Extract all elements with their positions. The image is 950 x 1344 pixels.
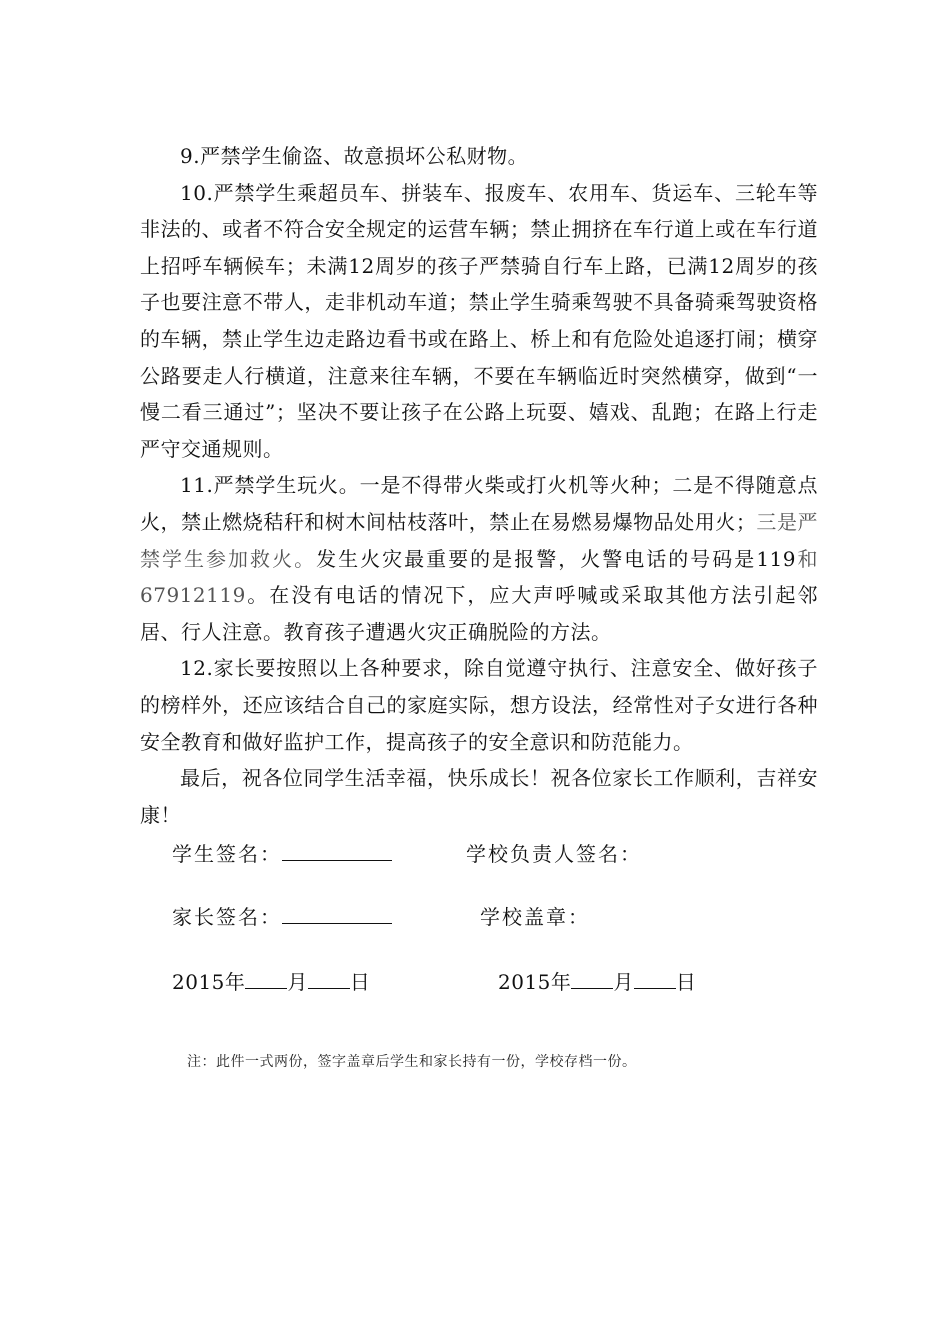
date-right-month: 月: [613, 970, 634, 994]
date-left-day: 日: [349, 970, 371, 994]
student-signature: [172, 838, 392, 867]
date-left-month: 月: [287, 970, 308, 994]
agreement-body: [140, 138, 818, 833]
signature-row-1: [0, 838, 950, 874]
school-head-signature-label: 学校负责人签名：: [466, 842, 642, 866]
date-right: [498, 966, 696, 995]
parent-signature-line[interactable]: [282, 905, 392, 924]
clause-11-and: 和: [796, 546, 819, 571]
school-seal-label: 学校盖章：: [480, 905, 590, 929]
fire-number-119: 119: [756, 546, 796, 571]
clause-11-part-c: 发生火灾最重要的是报警，火警电话的号码是: [316, 546, 757, 571]
clause-11-part-b: 三是严禁学生参加救火。: [140, 509, 818, 571]
clause-11-part-a: 11.严禁学生玩火。一是不得带火柴或打火机等火种；二是不得随意点火，禁止燃烧秸秆和树木间枯枝落叶，禁止在易燃易爆物品处用火；: [140, 473, 818, 534]
date-right-year: 2015年: [498, 970, 572, 994]
closing-wishes: 最后，祝各位同学生活幸福，快乐成长！祝各位家长工作顺利，吉祥安康！: [140, 766, 818, 827]
date-right-month-line[interactable]: [571, 970, 613, 989]
date-right-day: 日: [675, 970, 697, 994]
parent-signature-label: 家长签名：: [172, 905, 282, 929]
date-left-day-line[interactable]: [308, 970, 350, 989]
clause-11-part-g: 。在没有电话的情况下，应大声呼喊或采取其他方法引起邻居、行人注意。教育孩子遭遇火灾正确脱险的方法。: [140, 583, 818, 644]
clause-12: 12.家长要按照以上各种要求，除自觉遵守执行、注意安全、做好孩子的榜样外，还应该结合自己的家庭实际，想方设法，经常性对子女进行各种安全教育和做好监护工作，提高孩子的安全意识和防范能力。: [140, 656, 818, 754]
school-head-signature: [466, 838, 642, 867]
clause-9: 9.严禁学生偷盗、故意损坏公私财物。: [180, 144, 529, 168]
student-signature-line[interactable]: [282, 842, 392, 861]
footnote: 注：此件一式两份，签字盖章后学生和家长持有一份，学校存档一份。: [187, 1054, 637, 1070]
date-right-day-line[interactable]: [634, 970, 676, 989]
date-left-year: 2015年: [172, 970, 246, 994]
date-left: [172, 966, 370, 995]
school-seal: [480, 901, 590, 930]
date-row: [0, 966, 950, 1002]
clause-11: [140, 467, 818, 650]
student-signature-label: 学生签名：: [172, 842, 282, 866]
clause-10: 10.严禁学生乘超员车、拼装车、报废车、农用车、货运车、三轮车等非法的、或者不符合安全规定的运营车辆；禁止拥挤在车行道上或在车行道上招呼车辆候车；未满12周岁的孩子严禁骑自行车上路，已满12周岁的孩子也要注意不带人，走非机动车道；禁止学生骑乘驾驶不具备骑乘驾驶资格的车辆，禁止学生边走路边看书或在路上、桥上和有危险处追逐打闹；横穿公路要走人行横道，注意来往车辆，不要在车辆临近时突然横穿，做到“一慢二看三通过”；坚决不要让孩子在公路上玩耍、嬉戏、乱跑；在路上行走严守交通规则。: [140, 180, 818, 461]
date-left-month-line[interactable]: [245, 970, 287, 989]
signature-row-2: [0, 901, 950, 937]
parent-signature: [172, 901, 392, 930]
fire-number-local: 67912119: [140, 583, 246, 608]
